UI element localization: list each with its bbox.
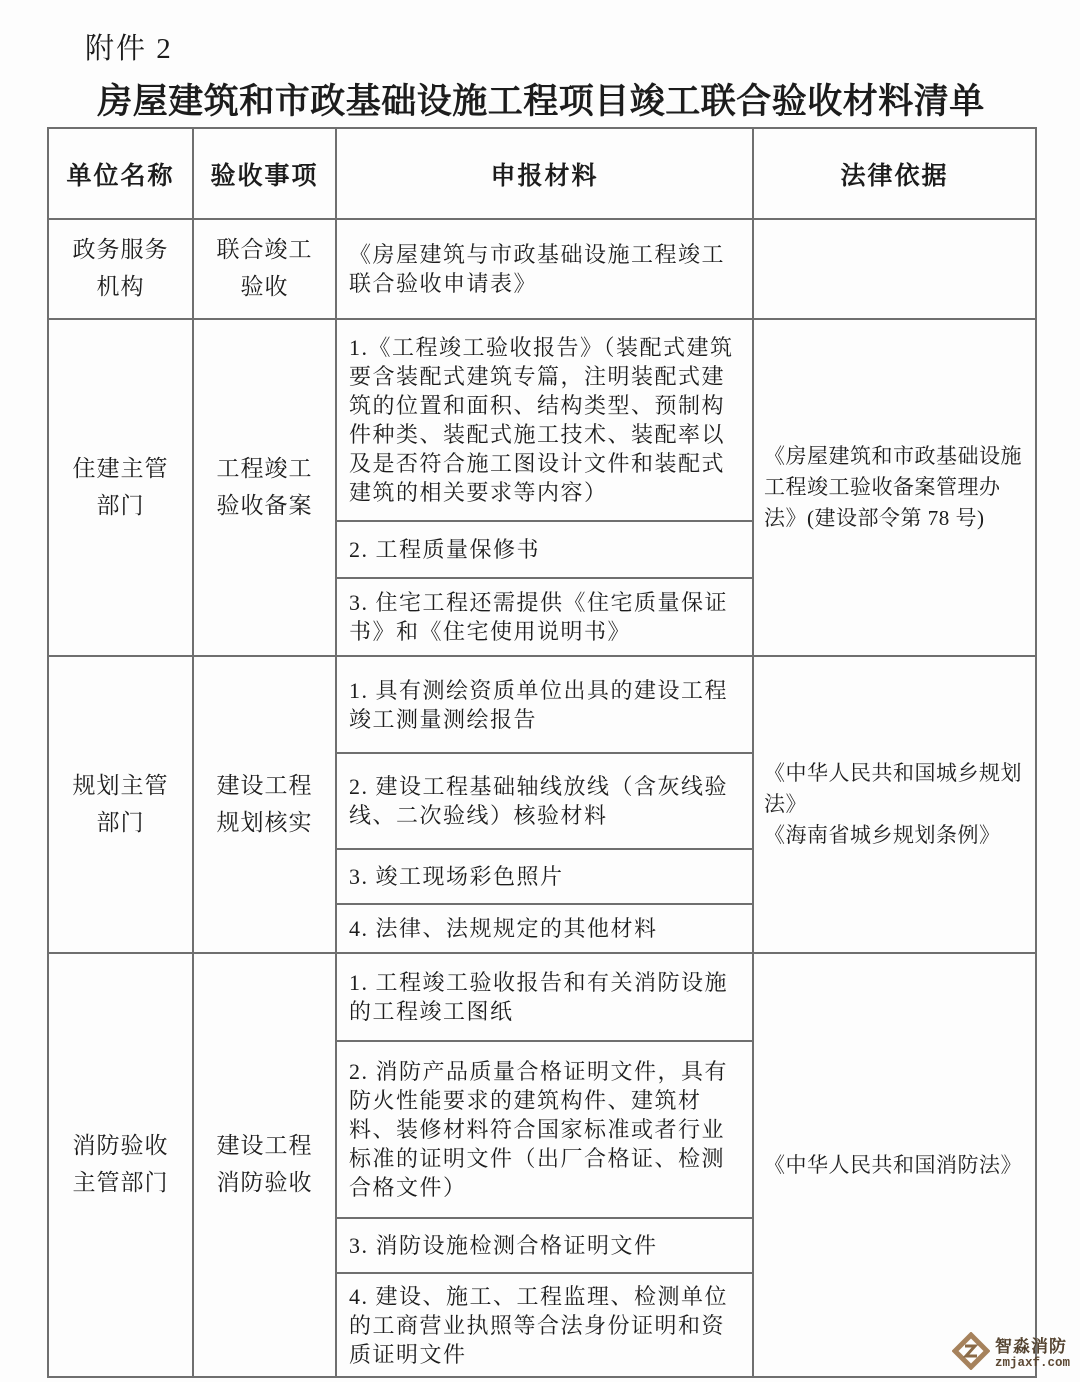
col-header-unit: 单位名称: [48, 128, 193, 219]
watermark: [952, 1332, 1070, 1375]
table-row: [48, 219, 1036, 319]
legal-basis-cell: [753, 219, 1036, 319]
material-cell: 2. 工程质量保修书: [336, 521, 753, 578]
material-cell: 4. 法律、法规规定的其他材料: [336, 904, 753, 953]
unit-cell: 住建主管部门: [48, 319, 193, 656]
unit-cell: 规划主管部门: [48, 656, 193, 953]
legal-basis-cell: 《中华人民共和国消防法》: [753, 953, 1036, 1377]
legal-basis-line: 《中华人民共和国城乡规划法》: [764, 761, 1022, 816]
material-cell: 1. 工程竣工验收报告和有关消防设施的工程竣工图纸: [336, 953, 753, 1041]
material-cell: 2. 建设工程基础轴线放线（含灰线验线、二次验线）核验材料: [336, 753, 753, 849]
zhimiao-fire-logo-icon: [952, 1332, 990, 1375]
header-row: [48, 128, 1036, 219]
material-cell: 4. 建设、施工、工程监理、检测单位的工商营业执照等合法身份证明和资质证明文件: [336, 1273, 753, 1377]
watermark-brand: 智淼消防: [995, 1336, 1067, 1356]
table-row: [48, 656, 1036, 753]
table-row: [48, 319, 1036, 521]
legal-basis-line: 《海南省城乡规划条例》: [764, 823, 1001, 847]
item-cell: 工程竣工验收备案: [193, 319, 336, 656]
page-title: 房屋建筑和市政基础设施工程项目竣工联合验收材料清单: [97, 82, 985, 121]
legal-basis-cell: [753, 656, 1036, 953]
legal-basis-cell: 《房屋建筑和市政基础设施工程竣工验收备案管理办法》(建设部令第 78 号): [753, 319, 1036, 656]
materials-table: [47, 127, 1037, 1378]
item-cell: 建设工程消防验收: [193, 953, 336, 1377]
material-cell: 3. 住宅工程还需提供《住宅质量保证书》和《住宅使用说明书》: [336, 578, 753, 656]
col-header-legal: 法律依据: [753, 128, 1036, 219]
material-cell: 3. 消防设施检测合格证明文件: [336, 1218, 753, 1273]
material-cell: 1.《工程竣工验收报告》（装配式建筑要含装配式建筑专篇，注明装配式建筑的位置和面积、结构类型、预制构件种类、装配式施工技术、装配率以及是否符合施工图设计文件和装配式建筑的相关要求等内容）: [336, 319, 753, 521]
unit-cell: 消防验收主管部门: [48, 953, 193, 1377]
attachment-label: 附件 2: [85, 33, 173, 65]
col-header-item: 验收事项: [193, 128, 336, 219]
table-row: [48, 953, 1036, 1041]
watermark-url: zmjaxf.com: [995, 1355, 1071, 1370]
material-cell: 1. 具有测绘资质单位出具的建设工程竣工测量测绘报告: [336, 656, 753, 753]
material-cell: 2. 消防产品质量合格证明文件，具有防火性能要求的建筑构件、建筑材料、装修材料符合国家标准或者行业标准的证明文件（出厂合格证、检测合格文件）: [336, 1041, 753, 1218]
unit-cell: 政务服务机构: [48, 219, 193, 319]
material-cell: 3. 竣工现场彩色照片: [336, 849, 753, 904]
material-cell: 《房屋建筑与市政基础设施工程竣工联合验收申请表》: [336, 219, 753, 319]
item-cell: 建设工程规划核实: [193, 656, 336, 953]
col-header-materials: 申报材料: [336, 128, 753, 219]
item-cell: 联合竣工验收: [193, 219, 336, 319]
